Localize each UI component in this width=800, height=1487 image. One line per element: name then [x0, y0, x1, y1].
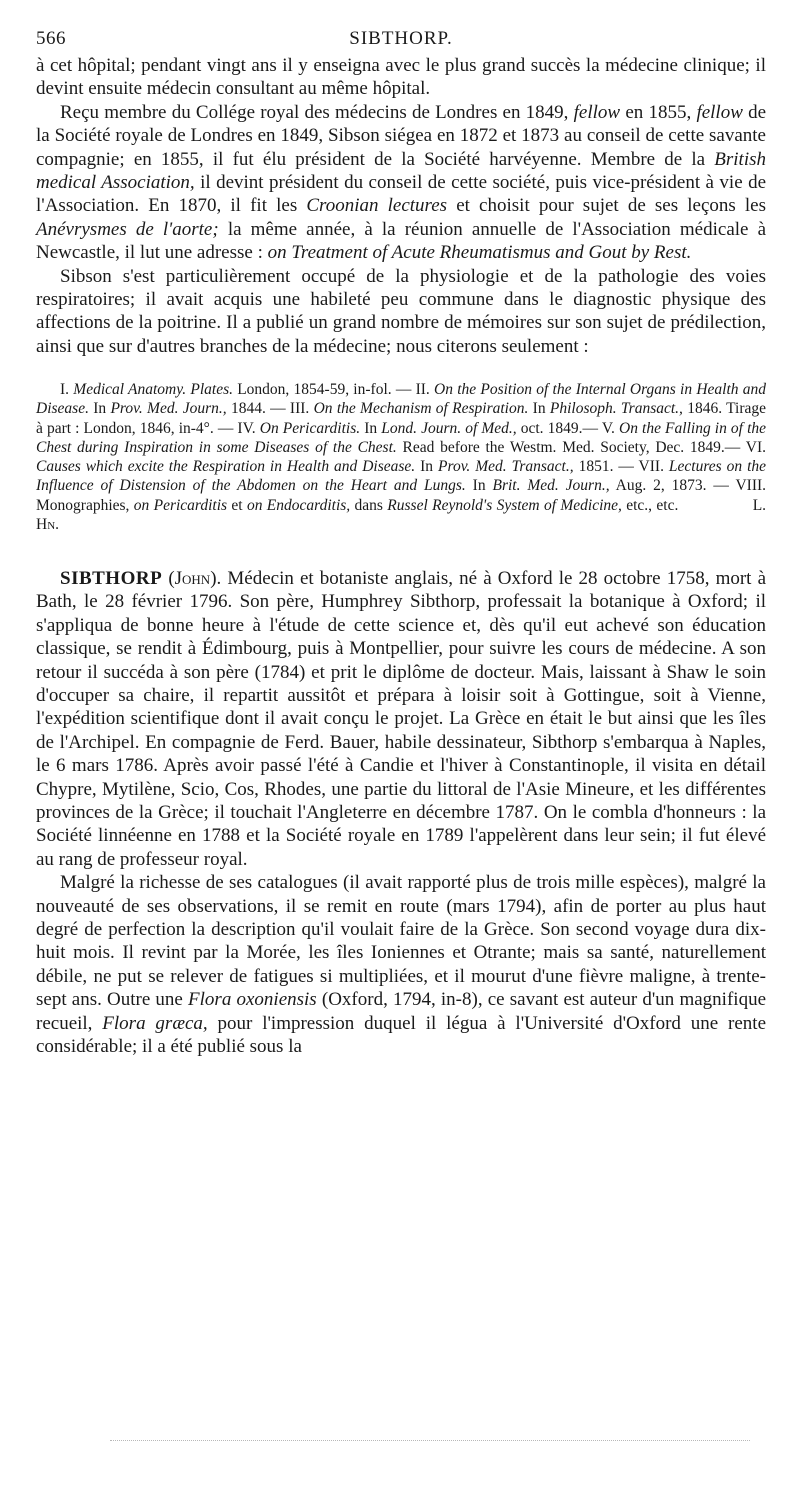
paragraph	[36, 101, 766, 265]
italic-title: On the Mechanism of Respiration.	[313, 400, 529, 418]
text-run: dans	[354, 496, 383, 514]
italic-title: Flora græca,	[102, 1012, 208, 1034]
bibliography-entries	[36, 380, 766, 534]
italic-term: fellow	[573, 101, 621, 123]
entry-headword: SIBTHORP	[60, 567, 163, 589]
bleed-through-line	[110, 1440, 750, 1443]
italic-title: On Pericarditis.	[259, 419, 361, 437]
text-run: 1851. — VII.	[578, 458, 664, 476]
paragraph: Sibson s'est particulièrement occupé de la physiologie et de la pathologie des voies respiratoires; il avait acquis une habileté peu commune dans le diagnostic physique des affections de la poitrine. Il a publié un grand nombre de mémoires sur son sujet de prédilection, ainsi que sur d'autres branches de la médecine; nous citerons seulement :	[36, 265, 766, 357]
italic-term: Anévrysmes de l'aorte;	[36, 218, 219, 240]
text-run: pour l'impression duquel il légua à l'Université d'Oxford une rente considérable; il a été publié sous la	[36, 1012, 767, 1058]
italic-title: On the Falling in of the Chest during Inspiration in some Diseases of the Chest.	[36, 419, 767, 456]
italic-title: Philosoph. Transact.,	[549, 400, 683, 418]
document-page	[36, 28, 766, 1058]
italic-title: on Endocarditis,	[246, 496, 351, 514]
text-run: 1846. Tirage à part : London, 1846, in-4°. — IV.	[36, 400, 767, 437]
text-run: de la Société royale de Londres en 1849, Sibson siégea en 1872 et 1873 au conseil de cette savante compagnie; en 1855, il fut élu président de la Société harvéyenne. Membre de la	[36, 101, 767, 170]
text-run: il devint président du conseil de cette société, puis vice-président à vie de l'Association. En 1870, il fit les	[36, 172, 767, 217]
italic-title: On the Position of the Internal Organs in Health and Disease.	[36, 381, 766, 418]
entry-firstname: (John).	[168, 567, 222, 589]
text-run: In	[364, 419, 378, 437]
text-run: en 1855,	[625, 101, 692, 123]
page-number: 566	[36, 28, 66, 49]
bibliography	[36, 380, 766, 534]
italic-title: on Pericarditis	[133, 496, 228, 514]
italic-title: Medical Anatomy. Plates.	[73, 381, 233, 399]
text-run: Malgré la richesse de ses catalogues (il avait rapporté plus de trois mille espèces), malgré la nouveauté de ses observations, il se remit en route (mars 1794), afin de porter au plus haut degré de perfection la description qu'il voulait faire de la Grèce. Son second voyage dura dix-huit mois. Il revint par la Morée, les îles Ioniennes et Otrante; mais sa santé, naturellement débile, ne put se relever de fatigues si multipliées, et il mourut d'une fièvre maligne, à trente-sept ans. Outre une	[36, 872, 766, 1011]
text-run: Read before the Westm. Med. Society, Dec. 1849.— VI.	[402, 438, 767, 456]
text-run: In	[532, 400, 546, 418]
running-head: SIBTHORP.	[349, 28, 453, 49]
italic-title: Prov. Med. Journ.,	[110, 400, 227, 418]
page-header	[36, 28, 766, 54]
italic-term: Croonian lectures	[306, 195, 448, 217]
italic-title: Lectures on the Influence of Distension of the Abdomen on the Heart and Lungs.	[36, 458, 767, 495]
text-run: Médecin et botaniste anglais, né à Oxford le 28 octobre 1758, mort à Bath, le 28 février 1796. Son père, Humphrey Sibthorp, professait la botanique à Oxford; il s'appliqua de bonne heure à l'étude de cette science et, dès qu'il eut achevé son éducation classique, se rendit à Édimbourg, puis à Montpellier, pour suivre les cours de médecine. A son retour il succéda à son père (1784) et prit le diplôme de docteur. Mais, laissant à Shaw le soin d'occuper sa chaire, il repartit aussitôt et prépara à loisir soit à Gottingue, soit à Vienne, l'expédition scientifique dont il avait conçu le projet. La Grèce en était le but ainsi que les îles de l'Archipel. En compagnie de Ferd. Bauer, habile dessinateur, Sibthorp s'embarqua à Naples, le 6 mars 1786. Après avoir passé l'été à Candie et l'hiver à Constantinople, il visita en détail Chypre, Mytilène, Scio, Cos, Rhodes, une partie du littoral de l'Asie Mineure, et les différentes provinces de la Grèce; il touchait l'Angleterre en décembre 1787. On le combla d'honneurs : la Société linnéenne en 1788 et la Société royale en 1789 l'appelèrent dans leur sein; il fut élevé au rang de professeur royal.	[36, 567, 767, 870]
paragraph	[36, 871, 766, 1058]
text-run: oct. 1849.— V.	[520, 419, 615, 437]
italic-term: fellow	[696, 101, 743, 123]
italic-term: British medical Association,	[36, 148, 767, 194]
paragraph: à cet hôpital; pendant vingt ans il y enseigna avec le plus grand succès la médecine clinique; il devint ensuite médecin consultant au même hôpital.	[36, 55, 766, 100]
paragraph	[36, 567, 766, 871]
text-run: 1844. — III.	[230, 400, 310, 418]
text-run: la même année, à la réunion annuelle de l'Association médicale à Newcastle, il lut une adresse :	[36, 218, 767, 264]
italic-title: Lond. Journ. of Med.,	[381, 419, 517, 437]
italic-title: Prov. Med. Transact.,	[438, 458, 574, 476]
author-signature: L. Hn.	[36, 496, 767, 533]
text-run: etc., etc.	[626, 496, 679, 514]
text-run: et	[231, 496, 243, 514]
italic-title: Russel Reynold's System of Medicine,	[387, 496, 622, 514]
text-run: London, 1854-59, in-fol. — II.	[237, 381, 430, 399]
italic-title: Flora oxoniensis	[188, 989, 317, 1011]
text-run: (Oxford, 1794, in-8), ce savant est auteur d'un magnifique recueil,	[36, 989, 767, 1034]
text-run: In	[472, 477, 486, 495]
italic-term: on Treatment of Acute Rheumatismus and Gout by Rest.	[267, 242, 692, 264]
text-run: In	[93, 400, 107, 418]
italic-title: Causes which excite the Respiration in Health and Disease.	[36, 458, 416, 476]
sibthorp-article	[36, 567, 766, 1059]
text-run: Reçu membre du Collége royal des médecins de Londres en 1849,	[60, 101, 569, 123]
italic-title: Brit. Med. Journ.,	[492, 477, 610, 495]
text-run: Aug. 2, 1873. — VIII. Monographies,	[36, 477, 767, 514]
text-run: In	[420, 458, 434, 476]
text-run: I.	[60, 381, 70, 399]
sibson-article	[36, 54, 766, 358]
text-run: et choisit pour sujet de ses leçons les	[456, 195, 767, 217]
